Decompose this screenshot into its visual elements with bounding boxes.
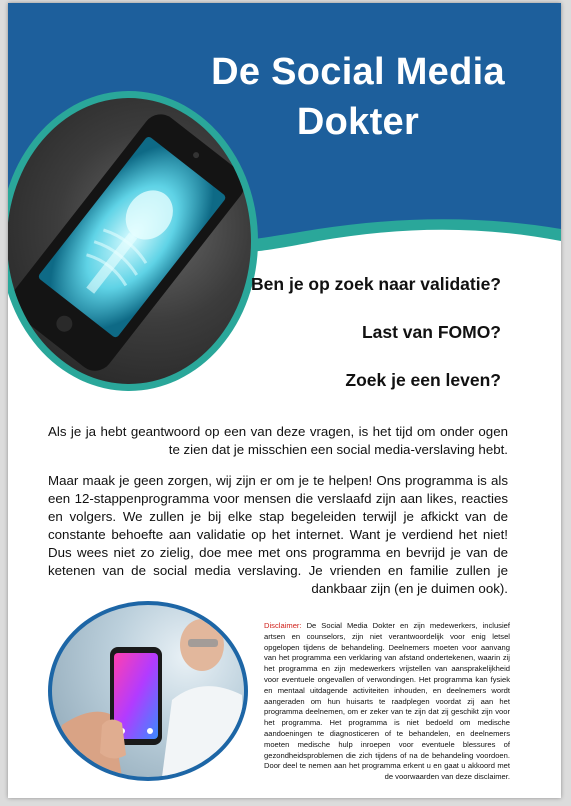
disclaimer-body: De Social Media Dokter en zijn medewerkers, inclusief artsen en counselors, zijn niet verantwoordelijk voor enig letsel opgelopen tijdens de behandeling. Deelnemers moeten voor aanvang van het programma een verklaring van afstand ondertekenen, waarin zij het programma en zijn medewerkers vrijstellen van aansprakelijkheid voor eventuele ongevallen of verwondingen. Het programma kan fysiek en mentaal uitdagende activiteiten inhouden, en deelnemers wordt aangeraden om hun huisarts te raadplegen voordat zij aan het programma deelnemen, om er zeker van te zijn dat zij geschikt zijn voor het programma. Het programma is niet bedoeld om medische aandoeningen te diagnosticeren of te behandelen, en deelnemers moeten medische hulp inroepen voor eventuele blessures of gezondheidsproblemen die zich tijdens of na de behandeling voordoen. Door deel te nemen aan het programma erkent u en gaat u akkoord met de voorwaarden van deze disclaimer. xyxy=(264,621,510,782)
question-life: Zoek je een leven? xyxy=(345,370,501,390)
disclaimer-label: Disclaimer: xyxy=(264,621,302,630)
document-page xyxy=(8,3,561,798)
phone-xray-illustration xyxy=(8,98,251,384)
doctor-phone-photo xyxy=(48,601,248,781)
phone-xray-photo xyxy=(8,91,258,391)
doctor-phone-illustration xyxy=(52,605,244,777)
intro-paragraph: Als je ja hebt geantwoord op een van deze vragen, is het tijd om onder ogen te zien dat je misschien een social media-verslaving hebt. xyxy=(48,424,508,457)
title-line-1: De Social Media xyxy=(211,51,505,93)
question-validation: Ben je op zoek naar validatie? xyxy=(251,274,501,294)
title-line-2: Dokter xyxy=(296,101,420,143)
program-paragraph: Maar maak je geen zorgen, wij zijn er om je te helpen! Ons programma is als een 12-stappenprogramma voor mensen die verslaafd zijn aan likes, reacties en volgers. We zullen je bij elke stap begeleiden terwijl je afkickt van de constante behoefte aan validatie op het internet. Want je verdiend het niet! Dus wees niet zo zielig, doe mee met ons programma en bevrijd je van de ketenen van de social media verslaving. Je vrienden en familie zullen je dankbaar zijn (en je duimen ook). xyxy=(48,473,508,596)
question-fomo: Last van FOMO? xyxy=(361,322,501,342)
disclaimer-text xyxy=(264,621,510,783)
